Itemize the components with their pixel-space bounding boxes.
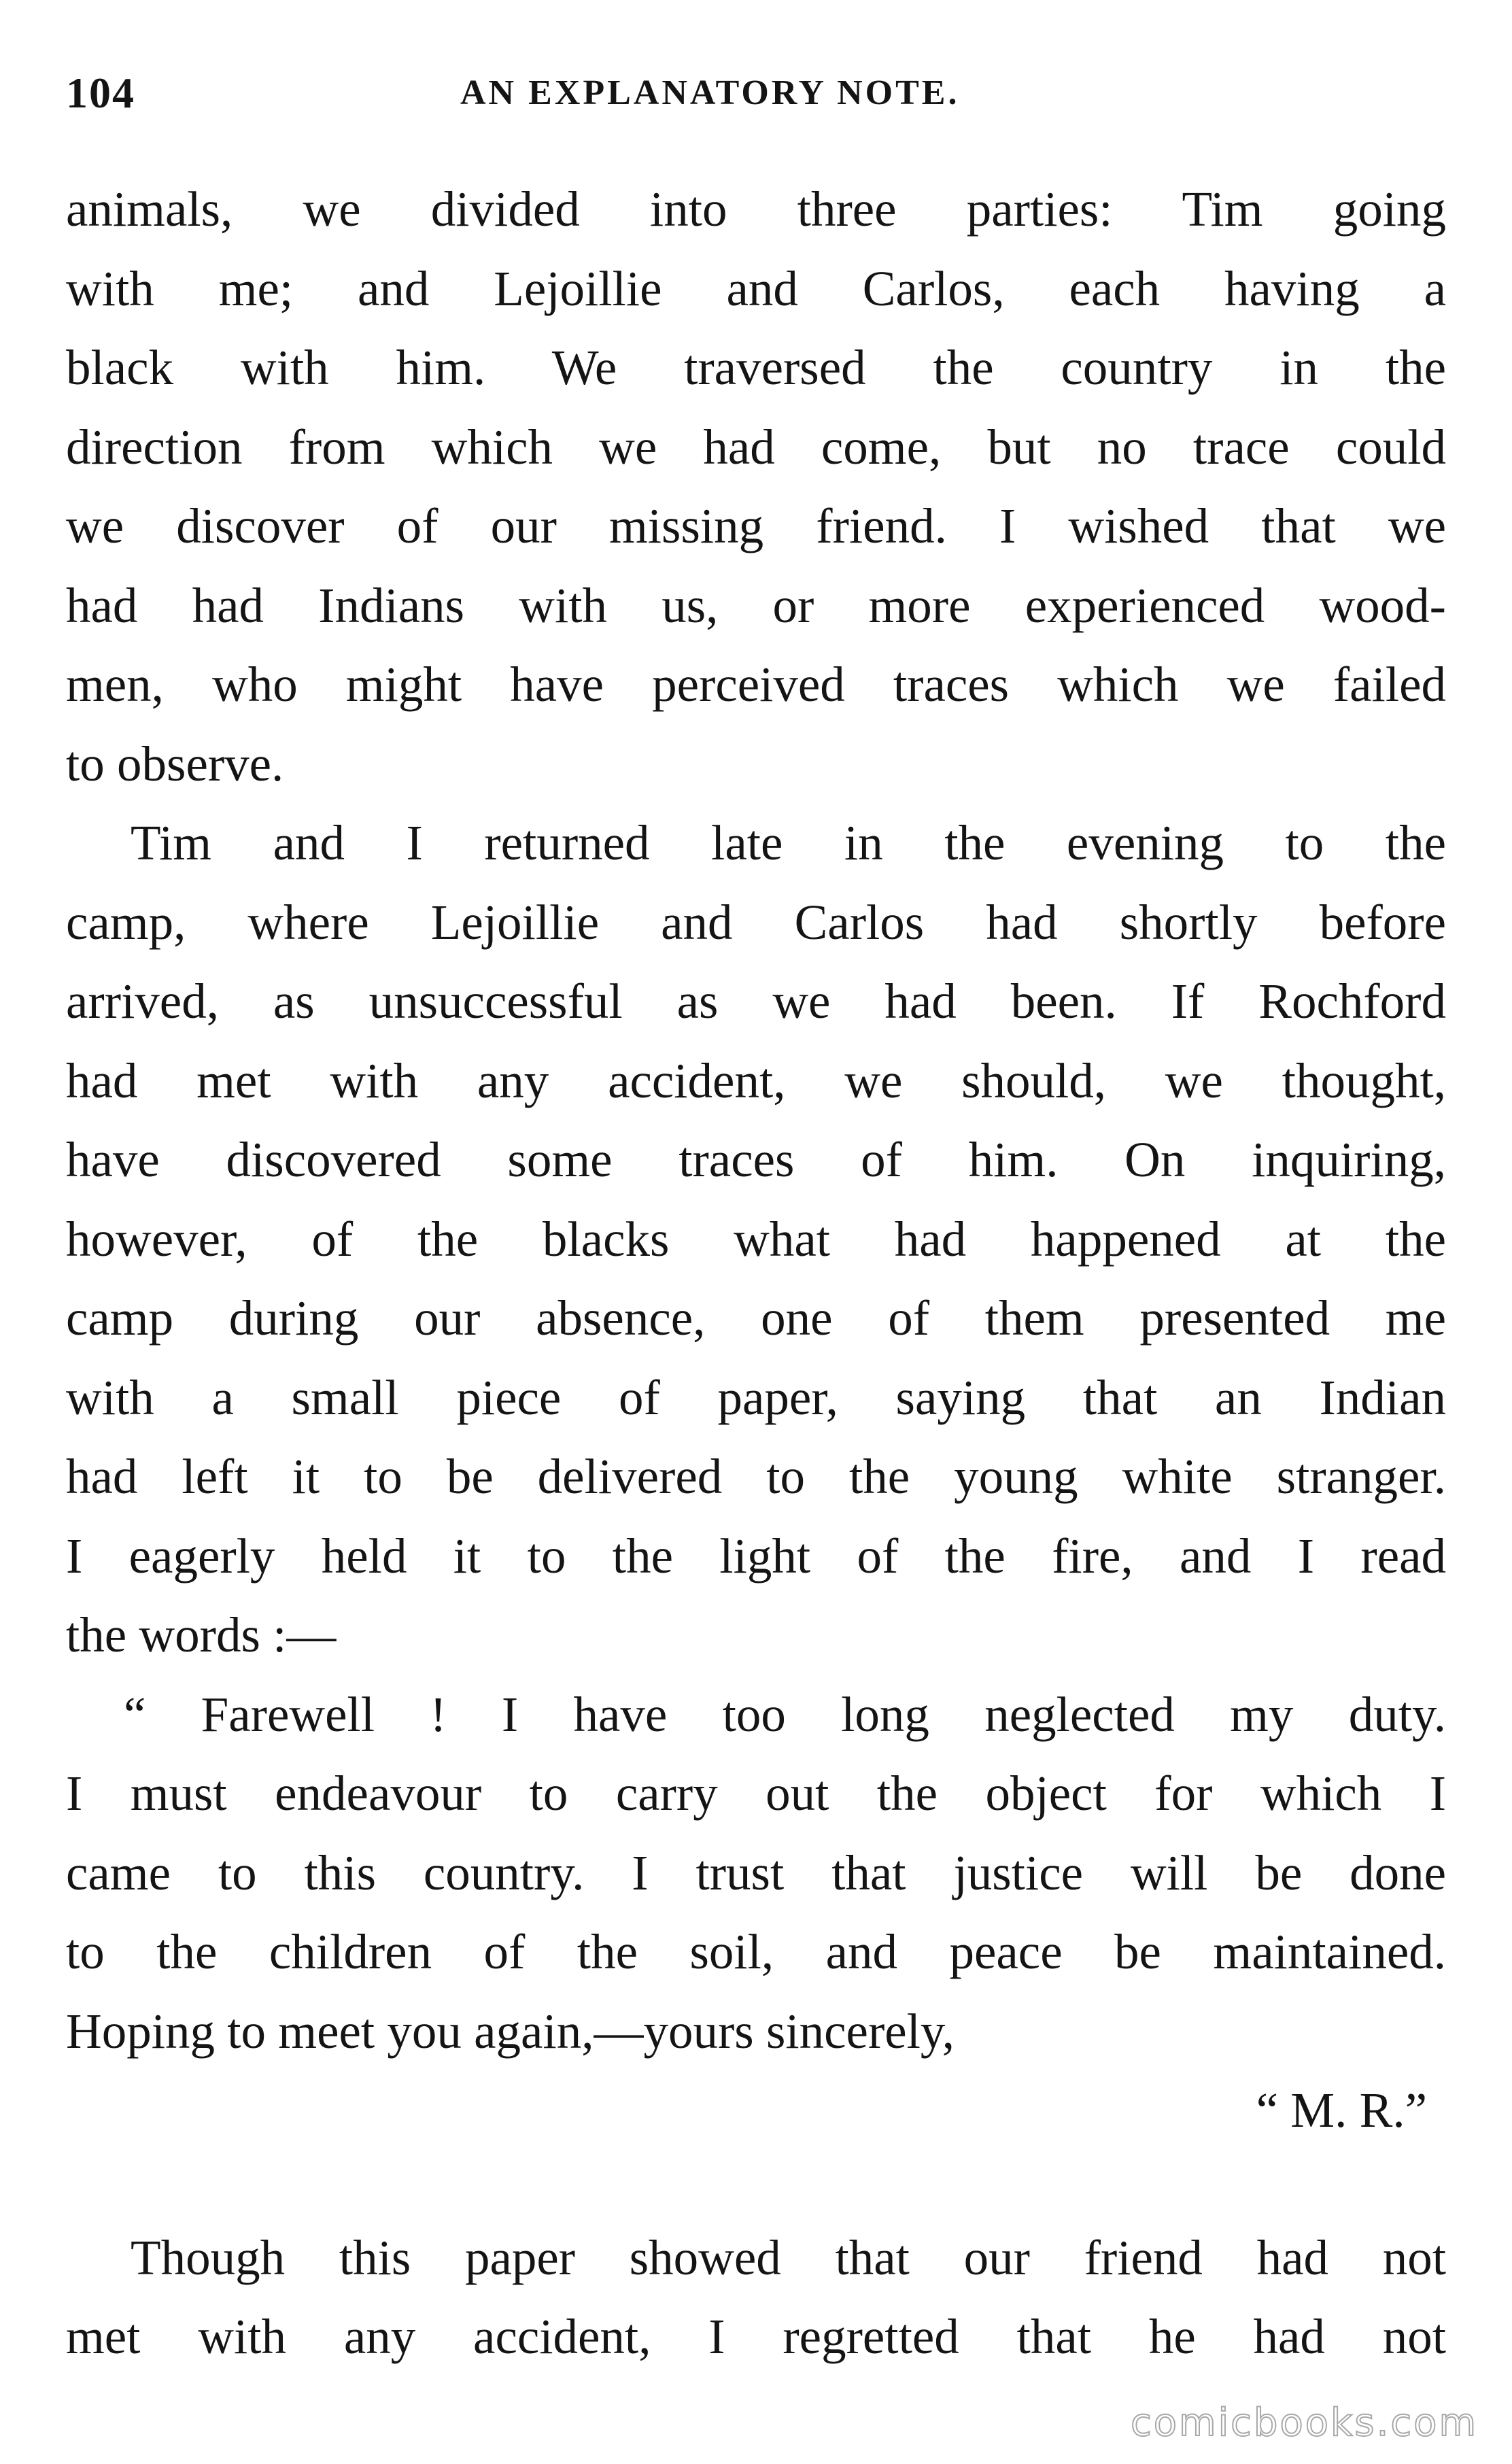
text-line: men, who might have perceived traces which we failed xyxy=(66,657,1446,712)
paragraph-gap xyxy=(66,2151,1446,2219)
text-line: to the children of the soil, and peace be maintained. xyxy=(66,1924,1446,1979)
text-line: Tim and I returned late in the evening to the xyxy=(131,815,1446,870)
text-line: we discover of our missing friend. I wished that we xyxy=(66,498,1446,553)
text-line: had met with any accident, we should, we thought, xyxy=(66,1053,1446,1108)
text-line: “ Farewell ! I have too long neglected my duty. xyxy=(124,1686,1446,1742)
text-line: came to this country. I trust that justice will be done xyxy=(66,1845,1446,1900)
text-line: direction from which we had come, but no trace could xyxy=(66,419,1446,475)
body-text xyxy=(66,170,1446,2377)
running-title: AN EXPLANATORY NOTE. xyxy=(460,73,960,112)
text-line: with a small piece of paper, saying that an Indian xyxy=(66,1369,1446,1425)
paragraph-2 xyxy=(66,804,1446,1675)
text-line: have discovered some traces of him. On inquiring, xyxy=(66,1132,1446,1187)
text-line: with me; and Lejoillie and Carlos, each having a xyxy=(66,260,1446,316)
paragraph-1 xyxy=(66,170,1446,804)
text-line: met with any accident, I regretted that he had not xyxy=(66,2309,1446,2364)
text-line: Hoping to meet you again,—yours sincerely, xyxy=(66,2003,955,2059)
text-line: the words :— xyxy=(66,1607,337,1662)
text-line: arrived, as unsuccessful as we had been. If Rochford xyxy=(66,974,1446,1029)
text-line: however, of the blacks what had happened at the xyxy=(66,1211,1446,1267)
text-line: had had Indians with us, or more experienced wood- xyxy=(66,577,1446,633)
running-head xyxy=(66,63,1446,124)
text-line: camp during our absence, one of them presented me xyxy=(66,1290,1446,1346)
text-line: animals, we divided into three parties: Tim going xyxy=(66,182,1446,237)
text-line: camp, where Lejoillie and Carlos had shortly before xyxy=(66,894,1446,950)
text-line: to observe. xyxy=(66,736,284,791)
paragraph-3 xyxy=(66,2219,1446,2377)
text-line: black with him. We traversed the country in the xyxy=(66,340,1446,395)
text-line: I eagerly held it to the light of the fire, and I read xyxy=(66,1528,1446,1584)
page-number: 104 xyxy=(66,69,135,117)
text-line: Though this paper showed that our friend had not xyxy=(131,2229,1446,2285)
text-line: had left it to be delivered to the young white stranger. xyxy=(66,1449,1446,1504)
site-watermark: comicbooks.com xyxy=(1130,2401,1478,2445)
note-signature: “ M. R.” xyxy=(1256,2083,1427,2138)
quoted-note xyxy=(66,1675,1446,2151)
text-line: I must endeavour to carry out the object for which I xyxy=(66,1766,1446,1821)
